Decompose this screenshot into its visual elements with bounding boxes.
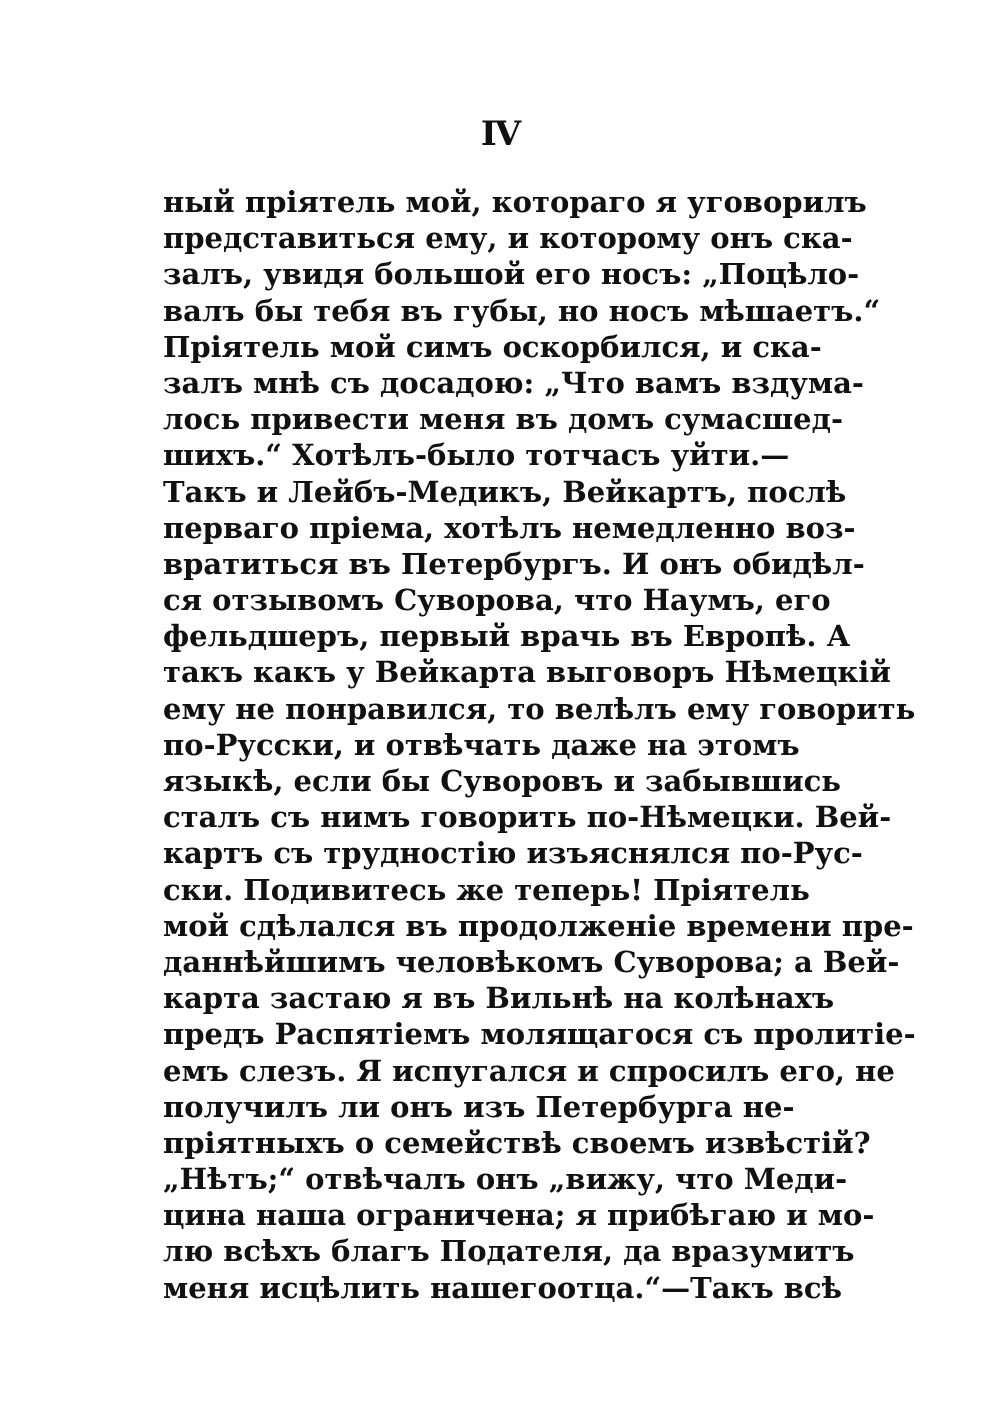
text-line: ся отзывомъ Суворова, что Наумъ, его xyxy=(163,583,831,618)
text-line: представиться ему, и которому онъ ска- xyxy=(163,221,853,256)
text-line: картъ съ трудностію изъяснялся по-Рус- xyxy=(163,836,863,871)
text-line: ему не понравился, то велѣлъ ему говорить xyxy=(163,691,916,726)
page-number: IV xyxy=(480,114,520,154)
text-line: меня исцѣлить нашегоотца.“—Такъ всѣ xyxy=(163,1270,842,1305)
text-line: такъ какъ у Вейкарта выговоръ Нѣмецкій xyxy=(163,655,891,690)
text-line: валъ бы тебя въ губы, но носъ мѣшаетъ.“ xyxy=(163,293,881,328)
text-line: залъ мнѣ съ досадою: „Что вамъ вздума- xyxy=(163,365,864,400)
text-line: пріятныхъ о семействѣ своемъ извѣстій? xyxy=(163,1125,871,1160)
text-line: языкѣ, если бы Суворовъ и забывшись xyxy=(163,764,841,798)
text-line: цина наша ограничена; я прибѣгаю и мо- xyxy=(163,1198,875,1233)
text-line: по-Русски, и отвѣчать даже на этомъ xyxy=(163,727,800,762)
text-line: Такъ и Лейбъ-Медикъ, Вейкартъ, послѣ xyxy=(163,474,847,509)
text-line: вратиться въ Петербургъ. И онъ обидѣл- xyxy=(163,546,865,581)
text-line: получилъ ли онъ изъ Петербурга не- xyxy=(163,1089,795,1124)
text-line: мой сдѣлался въ продолженіе времени пре- xyxy=(163,908,914,943)
text-line: шихъ.“ Хотѣлъ-было тотчасъ уйти.— xyxy=(163,438,790,473)
text-line: лось привести меня въ домъ сумасшед- xyxy=(163,402,843,437)
text-line: лю всѣхъ благъ Подателя, да вразумитъ xyxy=(163,1234,855,1269)
text-line: даннѣйшимъ человѣкомъ Суворова; а Вей- xyxy=(163,944,900,979)
text-line: ски. Подивитесь же теперь! Пріятель xyxy=(163,872,810,907)
text-line: „Нѣтъ;“ отвѣчалъ онъ „вижу, что Меди- xyxy=(163,1162,848,1197)
body-text xyxy=(163,184,916,1306)
text-line: емъ слезъ. Я испугался и спросилъ его, не xyxy=(163,1053,895,1088)
text-line: перваго пріема, хотѣлъ немедленно воз- xyxy=(163,510,856,545)
text-line: карта застаю я въ Вильнѣ на колѣнахъ xyxy=(163,981,835,1016)
text-line: ный пріятель мой, котораго я уговорилъ xyxy=(163,185,867,219)
text-line: фельдшеръ, первый врачь въ Европѣ. А xyxy=(163,619,851,654)
text-line: залъ, увидя большой его носъ: „Поцѣло- xyxy=(163,257,860,292)
text-line: предъ Распятіемъ молящагося съ пролитіе- xyxy=(163,1017,916,1052)
text-line: Пріятель мой симъ оскорбился, и ска- xyxy=(163,329,822,364)
text-line: сталъ съ нимъ говорить по-Нѣмецки. Вей- xyxy=(163,800,892,835)
